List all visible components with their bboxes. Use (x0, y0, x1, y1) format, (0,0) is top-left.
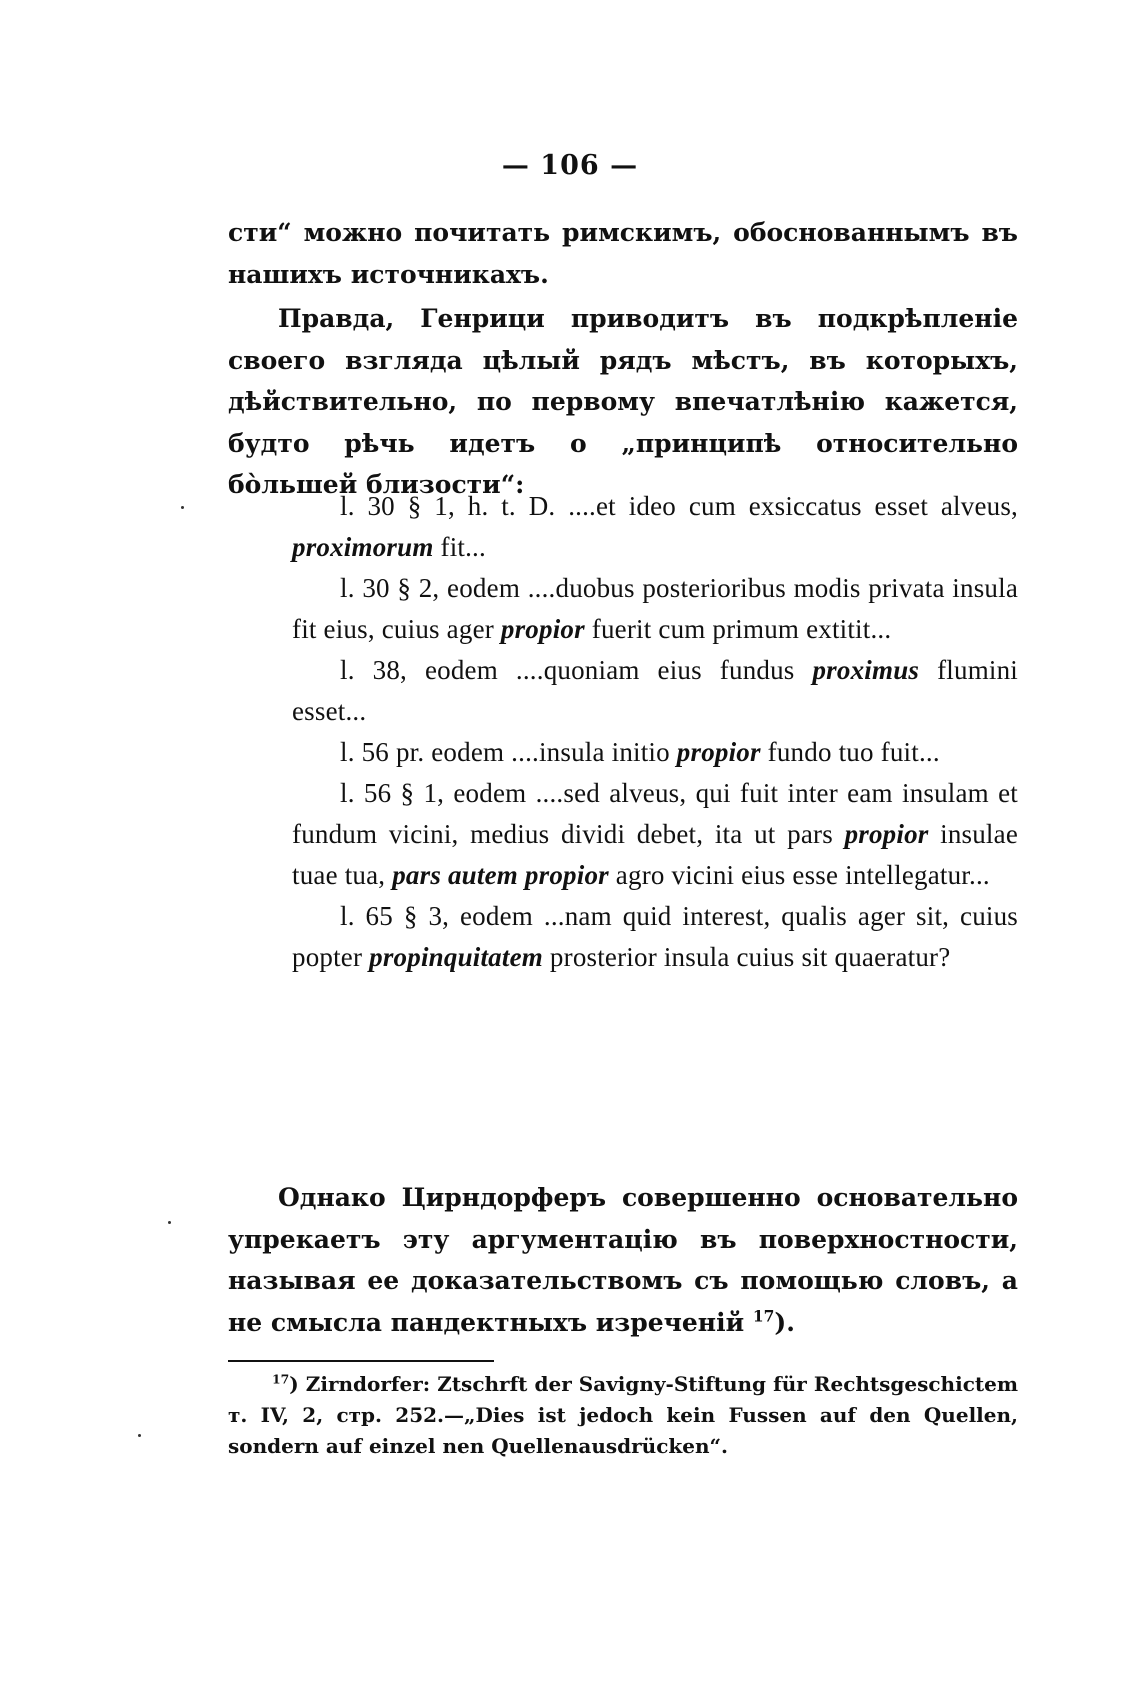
footnote-reference[interactable]: 17 (752, 1306, 775, 1326)
quote-item: l. 56 § 1, eodem ....sed alveus, qui fuit inter eam insulam et fundum vicini, medius dividi debet, ita ut pars propior insulae tuae tua, pars autem propior agro vicini eius esse intellegatur... (292, 778, 1019, 890)
print-speck (168, 1221, 171, 1224)
footnote-marker: 17 (272, 1371, 290, 1387)
quote-emphasis: proximus (812, 655, 920, 685)
footnote-divider (228, 1360, 494, 1362)
quote-ref: l. 65 § 3, eodem (340, 901, 533, 931)
print-speck (138, 1434, 141, 1437)
quote-emphasis: propinquitatem (369, 942, 543, 972)
quote-ref: l. 30 § 2, eodem (340, 573, 521, 603)
quote-emphasis: proximorum (292, 532, 434, 562)
quote-item: l. 38, eodem ....quoniam eius fundus proximus flumini esset... (292, 655, 1018, 726)
paragraph-henrici: Правда, Генрици приводитъ въ подкрѣпленіе своего взгляда цѣлый рядъ мѣстъ, въ которыхъ, дѣйствительно, по первому впечатлѣнію кажется, будто рѣчь идетъ о „принципѣ относительно бо̀льшей близости“: (228, 304, 1018, 499)
paragraph-continuation: сти“ можно почитать римскимъ, обоснованнымъ въ нашихъ источникахъ. (228, 218, 1018, 289)
paragraph-zirndorfer: Однако Цирндорферъ совершенно основательно упрекаетъ эту аргументацію въ поверхностности, называя ее доказательствомъ съ помощью словъ, а не смысла пандектныхъ изреченій $^{17}$). (228, 1183, 1018, 1337)
footnote (228, 1369, 1018, 1462)
footnote-text: ) Zirndorfer: Ztschrft der Savigny-Stiftung für Rechtsgeschictem т. IV, 2, стр. 252.—„Dies ist jedoch kein Fussen auf den Quellen, sondern auf einzel nen Quellenausdrücken“. (228, 1372, 1018, 1458)
quote-ref: l. 38, eodem (340, 655, 498, 685)
quote-emphasis: pars autem propior (392, 860, 609, 890)
quote-emphasis: propior (844, 819, 929, 849)
quote-emphasis: propior (500, 614, 585, 644)
latin-quotations (292, 486, 1018, 978)
quote-item: l. 56 pr. eodem ....insula initio propior fundo tuo fuit... (340, 737, 940, 767)
quote-item: l. 65 § 3, eodem ...nam quid interest, qualis ager sit, cuius popter propinquitatem prosterior insula cuius sit quaeratur? (292, 901, 1019, 972)
quote-emphasis: propior (676, 737, 761, 767)
quote-ref: l. 56 § 1, eodem (340, 778, 527, 808)
quote-item: l. 30 § 2, eodem ....duobus posterioribus modis privata insula fit eius, cuius ager propior fuerit cum primum extitit... (292, 573, 1018, 644)
quote-item: l. 30 § 1, h. t. D. ....et ideo cum exsiccatus esset alveus, proximorum fit... (292, 491, 1018, 562)
quote-ref: l. 30 § 1, h. t. D. (340, 491, 556, 521)
page-number: — 106 — (501, 150, 639, 181)
print-speck (181, 506, 184, 509)
quote-ref: l. 56 pr. eodem (340, 737, 505, 767)
